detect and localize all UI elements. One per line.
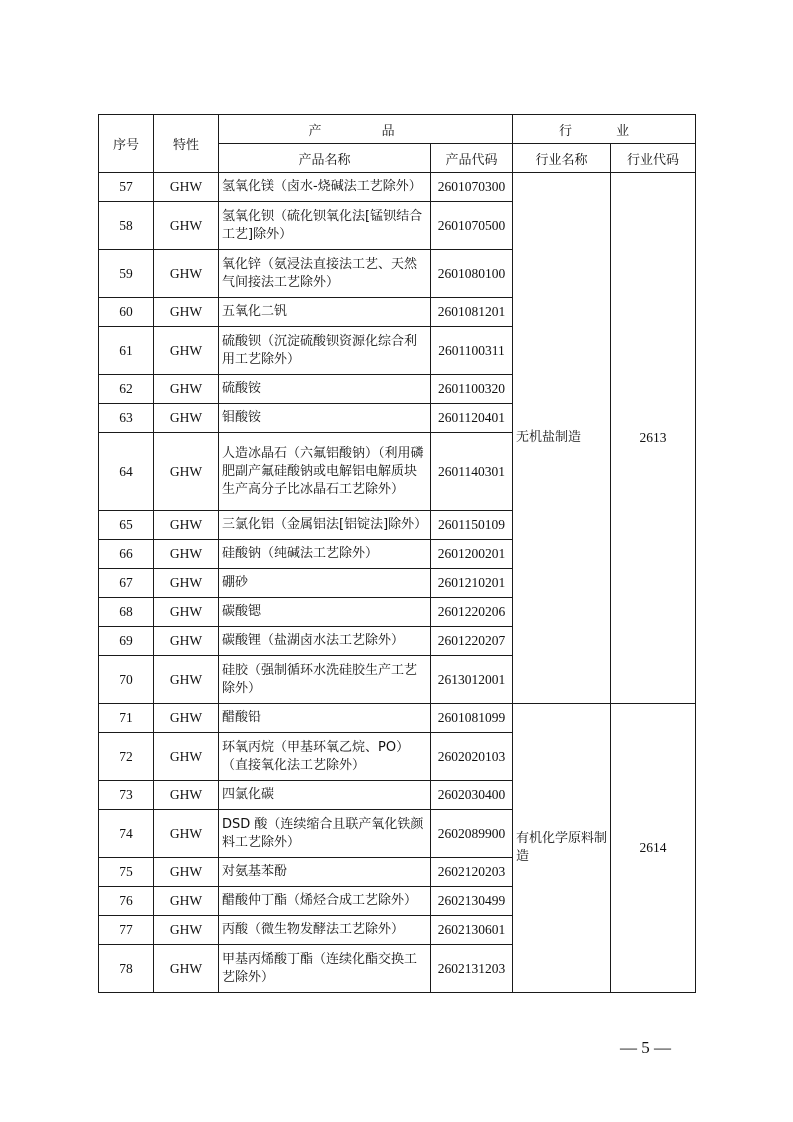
- table-header: [99, 115, 696, 173]
- row-product-code: 2601081201: [431, 298, 513, 327]
- row-type: GHW: [154, 540, 219, 569]
- row-seq: 64: [99, 433, 154, 511]
- row-product-code: 2602089900: [431, 810, 513, 858]
- table-row: [99, 704, 696, 733]
- row-product-code: 2601100311: [431, 327, 513, 375]
- row-type: GHW: [154, 704, 219, 733]
- row-seq: 65: [99, 511, 154, 540]
- row-product-code: 2601081099: [431, 704, 513, 733]
- row-product-name: 氢氧化钡（硫化钡氧化法[锰钡结合工艺]除外）: [219, 202, 431, 250]
- row-product-name: 氢氧化镁（卤水-烧碱法工艺除外）: [219, 173, 431, 202]
- row-product-name: 硅酸钠（纯碱法工艺除外）: [219, 540, 431, 569]
- row-type: GHW: [154, 627, 219, 656]
- row-product-code: 2602030400: [431, 781, 513, 810]
- row-product-name: 环氧丙烷（甲基环氧乙烷、PO）（直接氧化法工艺除外）: [219, 733, 431, 781]
- row-seq: 60: [99, 298, 154, 327]
- row-seq: 72: [99, 733, 154, 781]
- row-type: GHW: [154, 598, 219, 627]
- product-table: [98, 114, 696, 993]
- row-product-code: 2601210201: [431, 569, 513, 598]
- row-type: GHW: [154, 298, 219, 327]
- row-type: GHW: [154, 173, 219, 202]
- row-product-name: 四氯化碳: [219, 781, 431, 810]
- row-seq: 77: [99, 916, 154, 945]
- row-seq: 69: [99, 627, 154, 656]
- row-product-code: 2601220207: [431, 627, 513, 656]
- row-seq: 74: [99, 810, 154, 858]
- row-product-name: 钼酸铵: [219, 404, 431, 433]
- header-industry-group: 行 业: [513, 115, 696, 144]
- row-product-code: 2602120203: [431, 858, 513, 887]
- row-type: GHW: [154, 433, 219, 511]
- row-product-name: 人造冰晶石（六氟铝酸钠）（利用磷肥副产氟硅酸钠或电解铝电解质块生产高分子比冰晶石工艺除外）: [219, 433, 431, 511]
- row-product-name: 醋酸铅: [219, 704, 431, 733]
- row-type: GHW: [154, 569, 219, 598]
- row-product-name: 硼砂: [219, 569, 431, 598]
- row-seq: 67: [99, 569, 154, 598]
- row-seq: 58: [99, 202, 154, 250]
- header-seq: 序号: [99, 115, 154, 173]
- header-industry-name: 行业名称: [513, 144, 611, 173]
- row-type: GHW: [154, 945, 219, 993]
- page-number: — 5 —: [620, 1038, 671, 1057]
- row-type: GHW: [154, 656, 219, 704]
- row-product-code: 2601070300: [431, 173, 513, 202]
- row-seq: 61: [99, 327, 154, 375]
- table-body: [99, 173, 696, 993]
- row-product-code: 2601220206: [431, 598, 513, 627]
- row-product-code: 2601150109: [431, 511, 513, 540]
- row-product-code: 2601070500: [431, 202, 513, 250]
- row-product-code: 2601100320: [431, 375, 513, 404]
- row-seq: 66: [99, 540, 154, 569]
- row-product-code: 2601080100: [431, 250, 513, 298]
- row-product-name: 碳酸锶: [219, 598, 431, 627]
- row-product-code: 2602020103: [431, 733, 513, 781]
- row-product-name: 三氯化铝（金属铝法[铝锭法]除外）: [219, 511, 431, 540]
- header-product-group: 产 品: [219, 115, 513, 144]
- row-product-name: 硫酸铵: [219, 375, 431, 404]
- row-seq: 78: [99, 945, 154, 993]
- row-product-name: 氧化锌（氨浸法直接法工艺、天然气间接法工艺除外）: [219, 250, 431, 298]
- row-type: GHW: [154, 375, 219, 404]
- row-seq: 70: [99, 656, 154, 704]
- row-product-name: 碳酸锂（盐湖卤水法工艺除外）: [219, 627, 431, 656]
- header-product-code: 产品代码: [431, 144, 513, 173]
- row-product-name: 甲基丙烯酸丁酯（连续化酯交换工艺除外）: [219, 945, 431, 993]
- industry-code-organic: 2614: [611, 704, 696, 993]
- row-type: GHW: [154, 327, 219, 375]
- row-type: GHW: [154, 916, 219, 945]
- row-seq: 75: [99, 858, 154, 887]
- industry-name-organic: 有机化学原料制造: [513, 704, 611, 993]
- row-product-code: 2601120401: [431, 404, 513, 433]
- row-seq: 62: [99, 375, 154, 404]
- industry-code-inorganic: 2613: [611, 173, 696, 704]
- row-seq: 73: [99, 781, 154, 810]
- industry-name-inorganic: 无机盐制造: [513, 173, 611, 704]
- row-product-name: 对氨基苯酚: [219, 858, 431, 887]
- row-type: GHW: [154, 858, 219, 887]
- row-product-code: 2602130601: [431, 916, 513, 945]
- row-product-code: 2601140301: [431, 433, 513, 511]
- row-type: GHW: [154, 404, 219, 433]
- row-type: GHW: [154, 781, 219, 810]
- row-seq: 68: [99, 598, 154, 627]
- row-type: GHW: [154, 250, 219, 298]
- table-row: [99, 173, 696, 202]
- row-type: GHW: [154, 511, 219, 540]
- row-type: GHW: [154, 887, 219, 916]
- row-product-code: 2602130499: [431, 887, 513, 916]
- row-product-name: DSD 酸（连续缩合且联产氧化铁颜料工艺除外）: [219, 810, 431, 858]
- row-seq: 76: [99, 887, 154, 916]
- row-seq: 57: [99, 173, 154, 202]
- row-product-name: 五氧化二钒: [219, 298, 431, 327]
- row-product-name: 醋酸仲丁酯（烯烃合成工艺除外）: [219, 887, 431, 916]
- row-product-code: 2601200201: [431, 540, 513, 569]
- row-product-name: 丙酸（微生物发酵法工艺除外）: [219, 916, 431, 945]
- row-type: GHW: [154, 733, 219, 781]
- row-seq: 63: [99, 404, 154, 433]
- row-seq: 71: [99, 704, 154, 733]
- row-product-name: 硫酸钡（沉淀硫酸钡资源化综合利用工艺除外）: [219, 327, 431, 375]
- row-type: GHW: [154, 202, 219, 250]
- row-seq: 59: [99, 250, 154, 298]
- header-type: 特性: [154, 115, 219, 173]
- header-product-name: 产品名称: [219, 144, 431, 173]
- row-product-code: 2613012001: [431, 656, 513, 704]
- header-industry-code: 行业代码: [611, 144, 696, 173]
- row-product-code: 2602131203: [431, 945, 513, 993]
- row-type: GHW: [154, 810, 219, 858]
- row-product-name: 硅胶（强制循环水洗硅胶生产工艺除外）: [219, 656, 431, 704]
